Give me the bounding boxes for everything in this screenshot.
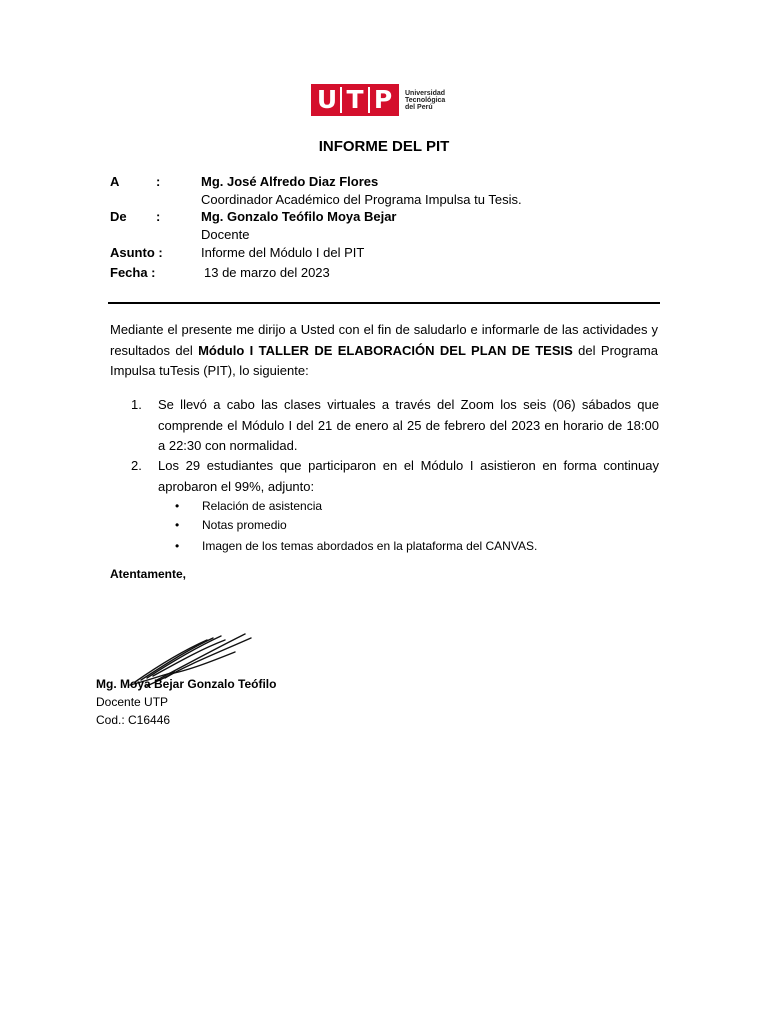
signer-name: Mg. Moya Bejar Gonzalo Teófilo (96, 677, 277, 691)
bullet-icon: • (175, 499, 180, 513)
list-item (131, 456, 659, 497)
bullet-text: Notas promedio (202, 518, 287, 532)
logo-line-1: Universidad (405, 89, 446, 97)
closing-text: Atentamente, (110, 567, 187, 581)
logo-line-3: del Perú (405, 103, 433, 111)
list-number: 2. (131, 458, 142, 473)
utp-logo (311, 84, 445, 116)
intro-paragraph (110, 320, 658, 382)
logo-letter-u: U (316, 85, 338, 114)
list-item (131, 395, 659, 457)
bullet-text: Relación de asistencia (202, 499, 323, 513)
date-value: 13 de marzo del 2023 (204, 265, 330, 280)
list-item-text: Se llevó a cabo las clases virtuales a través del Zoom los seis (06) sábados que comprende el Módulo I del 21 de enero al 25 de febrero del 2023 en horario de 18:00 a 22:30 con normalidad. (158, 397, 659, 453)
document-title: INFORME DEL PIT (318, 138, 450, 155)
bullet-text: Imagen de los temas abordados en la plataforma del CANVAS. (202, 539, 538, 553)
logo-letter-t: T (346, 85, 364, 114)
signer-code: Cod.: C16446 (96, 713, 171, 727)
colon: : (156, 209, 161, 224)
colon: : (156, 174, 161, 189)
signer-role: Docente UTP (96, 695, 169, 709)
bullet-icon: • (175, 539, 180, 553)
sender-name: Mg. Gonzalo Teófilo Moya Bejar (201, 209, 397, 224)
list-number: 1. (131, 397, 142, 412)
label-fecha: Fecha : (110, 265, 156, 280)
intro-text-1: Mediante el presente me dirijo a Usted con el fin de saludarlo e informarle de las actividades y resultados del (110, 322, 658, 358)
sender-role: Docente (201, 227, 250, 242)
subject-value: Informe del Módulo I del PIT (201, 245, 365, 260)
label-asunto: Asunto : (110, 245, 163, 260)
logo-letter-p: P (373, 85, 393, 114)
logo-line-2: Tecnológica (405, 96, 446, 104)
recipient-role: Coordinador Académico del Programa Impulsa tu Tesis. (201, 192, 522, 207)
list-item-text: Los 29 estudiantes que participaron en el Módulo I asistieron en forma continuay aprobaron el 99%, adjunto: (158, 458, 659, 494)
recipient-name: Mg. José Alfredo Diaz Flores (201, 174, 379, 189)
intro-text-2: del Programa Impulsa tuTesis (PIT), lo siguiente: (110, 342, 658, 378)
header-divider (108, 302, 660, 304)
label-a: A (110, 174, 120, 189)
logo-wordmark (405, 90, 445, 111)
bullet-icon: • (175, 518, 180, 532)
logo-mark (311, 84, 399, 116)
label-de: De (110, 209, 127, 224)
intro-module-title: Módulo I TALLER DE ELABORACIÓN DEL PLAN DE TESIS (198, 342, 573, 358)
